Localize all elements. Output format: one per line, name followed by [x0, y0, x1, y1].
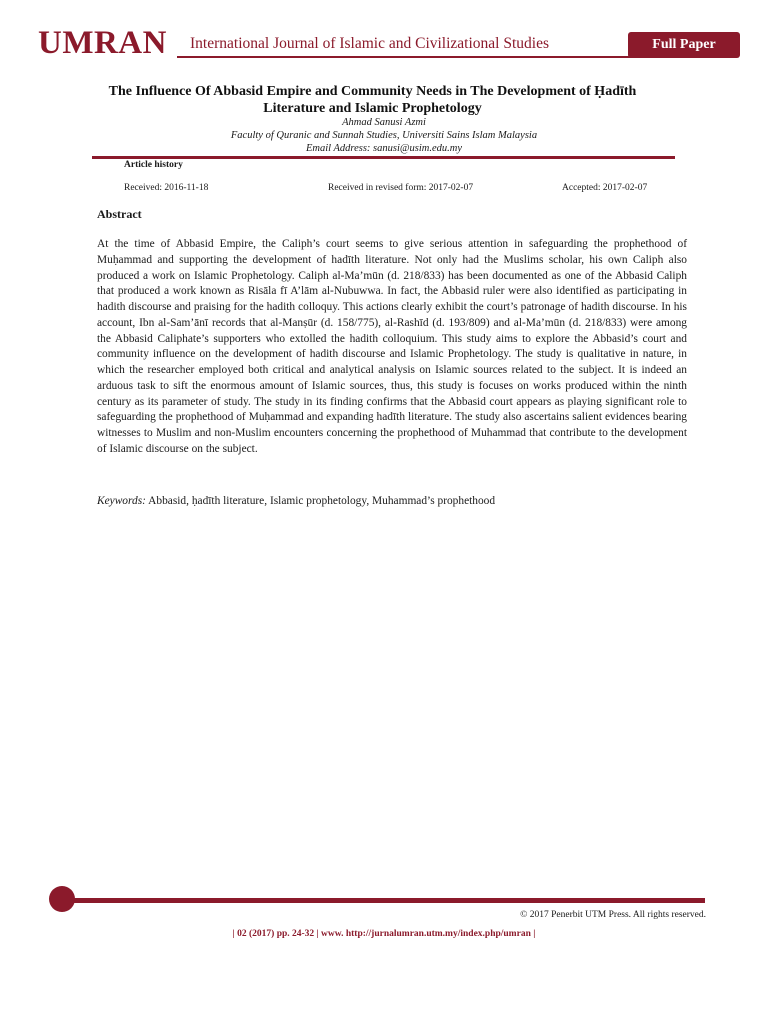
received-date: Received: 2016-11-18: [124, 183, 209, 193]
article-history-label: Article history: [124, 160, 183, 170]
header-divider: [177, 56, 668, 58]
author-affiliation: Faculty of Quranic and Sunnah Studies, Universiti Sains Islam Malaysia: [230, 130, 538, 141]
footer-circle-ornament: [49, 886, 75, 912]
author-name: Ahmad Sanusi Azmi: [342, 117, 426, 128]
accepted-date: Accepted: 2017-02-07: [562, 183, 648, 193]
paper-type-badge: Full Paper: [628, 32, 740, 58]
author-email: Email Address: sanusi@usim.edu.my: [305, 143, 463, 154]
abstract-heading: Abstract: [97, 207, 142, 221]
history-divider: [92, 156, 675, 159]
abstract-text: At the time of Abbasid Empire, the Caliph’s court seems to give serious attention in safeguarding the prophethood of Muḥammad and supporting the development of hadīth literature. Not only had the Muslims scholar, his own Caliph also produced a work on Islamic Prophetology. Caliph al-Ma’mūn (d. 218/833) has been documented as one of the Abbasid Caliph that produced a work known as Risāla fī A’lām al-Nubuwwa. In fact, the Abbasid ruler were also identified as participating in hadith discourse and praising for the hadith colloquy. This actions clearly exhibit the court’s patronage of hadith discourse. In his account, Ibn al-Sam’ānī records that al-Manṣūr (d. 158/775), al-Rashīd (d. 193/809) and al-Ma’mūn (d. 218/833) were among the Abbasid Caliphate’s supporters who extolled the hadith colloquium. This study aims to explore the Abbasid’s court and community influence on the development of hadith discourse and Islamic Prophetology. The study is qualitative in nature, in which the researcher employed both critical and analytical analysis on Islamic sources related to the subject. It is indeed an arduous task to sift the enormous amount of Islamic sources, thus, this study is focuses on works produced within the ninth century as its parameter of study. The study in its finding confirms that the Abbasid court appears as playing significant role to safeguarding the prophethood of Muḥammad and expanding hadīth literature. The study also ascertains salient evidences bearing witnesses to Muslim and non-Muslim encounters concerning the prophethood of Muhammad that contribute to the development of Islamic discourse on the subject.: [97, 238, 687, 455]
footer-citation: | 02 (2017) pp. 24-32 | www. http://jurnalumran.utm.my/index.php/umran |: [232, 929, 536, 939]
article-title: The Influence Of Abbasid Empire and Community Needs in The Development of Ḥadīth Literature and Islamic Prophetology: [108, 84, 637, 116]
journal-name: International Journal of Islamic and Civilizational Studies: [190, 35, 549, 52]
revised-date: Received in revised form: 2017-02-07: [328, 183, 474, 193]
journal-header: [38, 26, 740, 60]
keywords-label: Keywords:: [97, 495, 146, 507]
journal-logo: UMRAN: [38, 25, 167, 61]
copyright-notice: © 2017 Penerbit UTM Press. All rights reserved.: [520, 910, 706, 920]
keywords-text: Abbasid, ḥadīth literature, Islamic prophetology, Muhammad’s prophethood: [145, 495, 496, 507]
footer-divider: [62, 898, 705, 903]
keywords: [97, 494, 687, 509]
